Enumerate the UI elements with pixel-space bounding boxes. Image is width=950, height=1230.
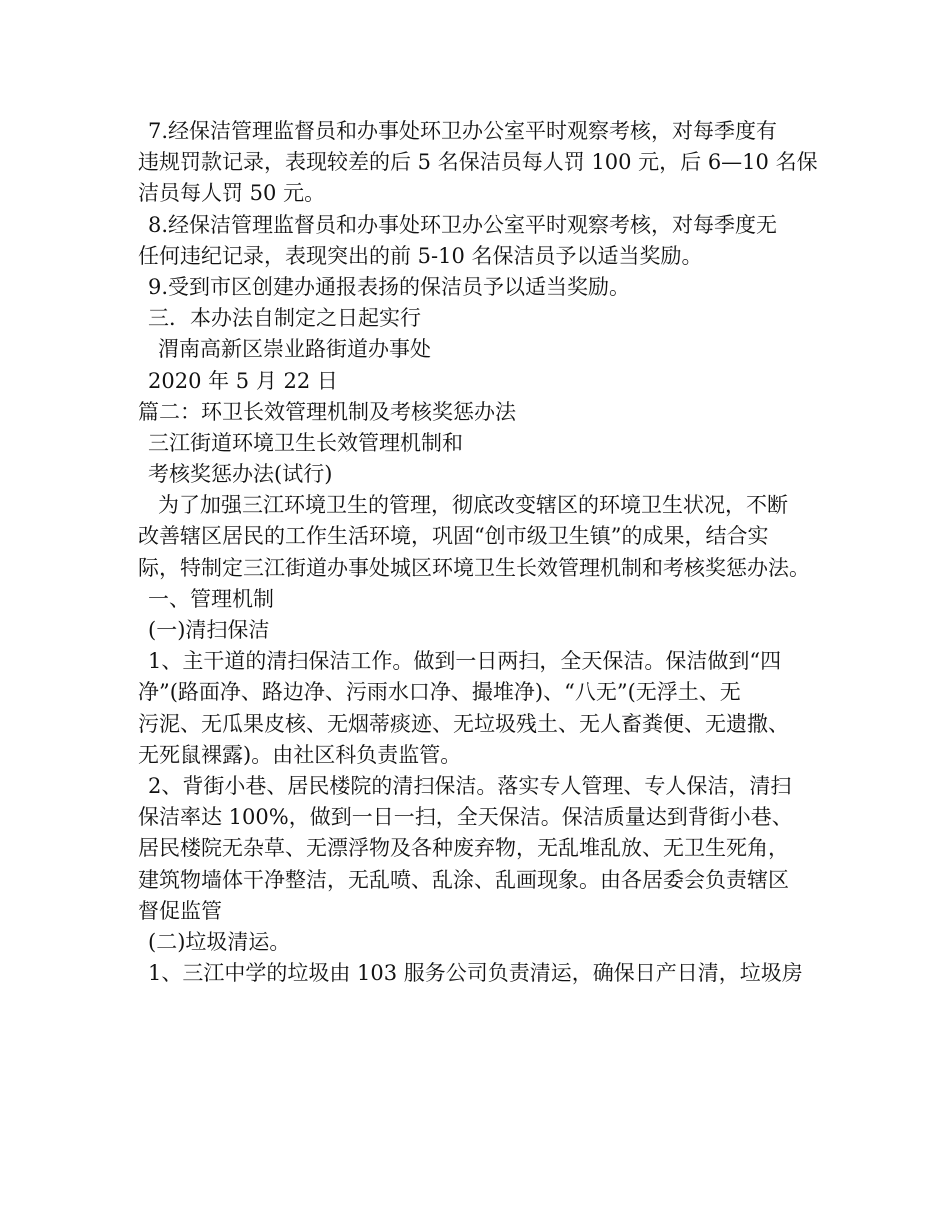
- text-line: 7.经保洁管理监督员和办事处环卫办公室平时观察考核，对每季度有: [148, 119, 778, 143]
- text-line: (一)清扫保洁: [148, 618, 270, 642]
- text-line: 督促监管: [138, 898, 222, 923]
- text-line: 际，特制定三江街道办事处城区环境卫生长效管理机制和考核奖惩办法。: [138, 555, 810, 580]
- text-line: 2020 年 5 月 22 日: [148, 368, 338, 393]
- text-line: 1、主干道的清扫保洁工作。做到一日两扫，全天保洁。保洁做到“四: [148, 649, 782, 674]
- text-line: 1、三江中学的垃圾由 103 服务公司负责清运，确保日产日清，垃圾房: [148, 961, 803, 986]
- section-heading: 篇二：环卫长效管理机制及考核奖惩办法: [138, 399, 516, 424]
- text-line: 改善辖区居民的工作生活环境，巩固“创市级卫生镇”的成果，结合实: [138, 524, 769, 549]
- text-line: 三江街道环境卫生长效管理机制和: [148, 430, 463, 455]
- text-line: 无死鼠裸露)。由社区科负责监管。: [138, 742, 462, 767]
- document-body: [138, 116, 828, 989]
- text-line: 洁员每人罚 50 元。: [138, 181, 326, 206]
- text-line: 渭南高新区崇业路街道办事处: [158, 337, 431, 362]
- text-line: 净”(路面净、路边净、污雨水口净、撮堆净)、“八无”(无浮土、无: [138, 680, 741, 705]
- text-line: 违规罚款记录，表现较差的后 5 名保洁员每人罚 100 元，后 6—10 名保: [138, 150, 818, 175]
- text-line: 居民楼院无杂草、无漂浮物及各种废弃物，无乱堆乱放、无卫生死角，: [138, 836, 789, 861]
- text-line: 三．本办法自制定之日起实行: [148, 306, 421, 331]
- text-line: 保洁率达 100%，做到一日一扫，全天保洁。保洁质量达到背街小巷、: [138, 805, 793, 830]
- text-line: 考核奖惩办法(试行): [148, 462, 333, 487]
- text-line: 2、背街小巷、居民楼院的清扫保洁。落实专人管理、专人保洁，清扫: [148, 773, 792, 798]
- text-line: 任何违纪记录，表现突出的前 5-10 名保洁员予以适当奖励。: [138, 243, 703, 268]
- text-line: 一、管理机制: [148, 586, 274, 611]
- text-line: 8.经保洁管理监督员和办事处环卫办公室平时观察考核，对每季度无: [148, 212, 778, 237]
- text-line: 建筑物墙体干净整洁，无乱喷、乱涂、乱画现象。由各居委会负责辖区: [138, 867, 789, 892]
- text-line: 9.受到市区创建办通报表扬的保洁员予以适当奖励。: [148, 274, 631, 299]
- text-line: 污泥、无瓜果皮核、无烟蒂痰迹、无垃圾残土、无人畜粪便、无遗撒、: [138, 711, 789, 736]
- text-line: 为了加强三江环境卫生的管理，彻底改变辖区的环境卫生状况，不断: [158, 493, 788, 518]
- text-line: (二)垃圾清运。: [148, 929, 291, 954]
